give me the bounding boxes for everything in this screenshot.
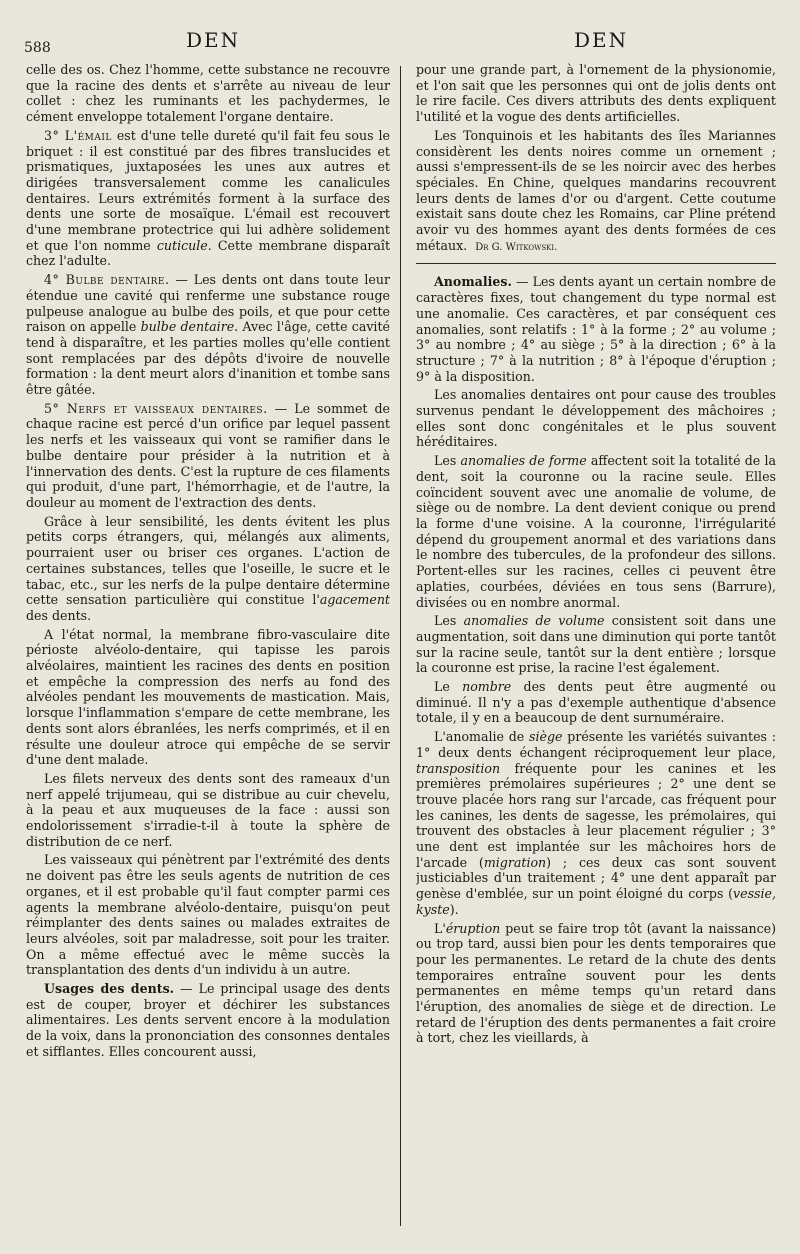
text: Le [434,679,463,695]
text: Les anomalies dentaires ont pour cause des troubles survenus pendant le développement des mâchoires ; elles sont donc congénitales et le plus souvent héréditaires. [416,387,776,450]
text: affectent soit la totalité de la dent, soit la couronne ou la racine seule. Elles coïncident souvent avec une anomalie de volume, de siège ou de nombre. La dent devient conique ou prend la forme d'une voisine. A la couronne, l'irrégularité dépend du groupement anormal et des variations dans le nombre des tubercules, de la profondeur des sillons. Portent-elles sur les racines, celles ci peuvent être aplaties, courbées, déviées en tous sens (Barrure), divisées ou en nombre anormal. [416,453,776,610]
text: peut se faire trop tôt (avant la naissance) ou trop tard, aussi bien pour les dents temporaires que pour les permanentes. Le retard de la chute des dents temporaires entraîne souvent pour les dents permanentes en même temps qu'un retard dans l'éruption, des anomalies de siège et de direction. Le retard de l'éruption des dents permanentes a fait croire à tort, chez les vieillards, à [416,920,776,1046]
paragraph-nerfs [26,401,390,511]
paragraph [26,62,390,125]
text: — Le sommet de chaque racine est percé d'un orifice par lequel passent les nerfs et les vaisseaux qui vont se ramifier dans le bulbe dentaire pour présider à la nutrition et à l'innervation des dents. C'est la rupture de ces filaments qui produit, d'une part, l'hémorrhagie, et de l'autre, la douleur au moment de l'extraction des dents. [26,400,390,510]
text: L' [434,920,446,936]
text: Grâce à leur sensibilité, les dents évitent les plus petits corps étrangers, qui, mélangés aux aliments, pourraient user ou briser ces organes. L'action de certaines substances, telles que l'oseille, le sucre et le tabac, etc., sur les nerfs de la pulpe dentaire détermine cette sensation particulière qui constitue l' [26,513,390,608]
section-head: 3° L'émail [44,127,112,143]
text: Cette membrane disparaît chez l'adulte. [26,237,390,269]
text: ) ; ces deux cas sont souvent justiciables d'un traitement ; 4° une dent apparaît par genèse d'emblée, sur un point éloigné du corps ( [416,854,776,902]
text: des dents peut être augmenté ou diminué. Il n'y a pas d'exemple authentique d'absence totale, il y en a beaucoup de dent surnuméraire. [416,679,776,726]
paragraph [26,771,390,850]
text: L'anomalie de [434,729,530,745]
paragraph [26,627,390,768]
text: Les [434,613,464,629]
paragraph [416,387,776,450]
paragraph [416,921,776,1047]
italic-term: éruption [445,920,501,936]
section-head: Usages des dents. [44,981,175,997]
running-head-left: DEN [186,28,241,52]
page-number: 588 [24,40,51,56]
left-column [26,62,390,1242]
text: Les [434,453,461,469]
italic-term: bulbe dentaire. [140,319,239,335]
text: pour une grande part, à l'ornement de la physionomie, et l'on sait que les personnes qui ont de jolis dents ont le rire facile. Ces divers attributs des dents expliquent l'utilité et la vogue des dents artificielles. [416,62,776,125]
paragraph [416,613,776,676]
text: consistent soit dans une augmentation, soit dans une diminution qui porte tantôt sur la racine seule, tantôt sur la dent entière ; lorsque la couronne est prise, la racine l'est également. [416,613,776,676]
text: — Le principal usage des dents est de couper, broyer et déchirer les substances alimentaires. Les dents servent encore à la modulation de la voix, dans la prononciation des consonnes dentales et sifflantes. Elles concourent aussi, [26,981,390,1059]
paragraph [416,453,776,610]
section-head: Anomalies. [434,274,512,290]
paragraph [416,62,776,125]
text: ). [449,901,459,917]
column-divider [400,66,401,1226]
text: — Les dents ayant un certain nombre de caractères fixes, tout changement du type normal est une anomalie. Ces caractères, et par conséquent ces anomalies, sont relatifs : 1° à la forme ; 2° au volume ; 3° au nombre ; 4° au siège ; 5° à la direction ; 6° à la structure ; 7° à la nutrition ; 8° à l'époque d'éruption ; 9° à la disposition. [416,274,776,384]
paragraph-usages [26,981,390,1060]
text: est d'une telle dureté qu'il fait feu sous le briquet : il est constitué par des fibres translucides et prismatiques, juxtaposées les unes aux autres et dirigées transversalement comme les canalicules dentaires. Leurs extrémités forment à la surface des dents une sorte de mosaïque. L'émail est recouvert d'une membrane protectrice qui lui adhère solidement et que l'on nomme [26,127,390,253]
text: des dents. [26,607,92,623]
italic-term: migration [483,854,547,870]
italic-term: nombre [462,679,512,695]
paragraph-email [26,128,390,269]
section-head: 4° Bulbe dentaire. [44,272,170,288]
italic-term: anomalies de volume [463,613,605,629]
text: celle des os. Chez l'homme, cette substance ne recouvre que la racine des dents et s'arrête au niveau de leur collet : chez les ruminants et les pachydermes, le cément enveloppe totalement l'organe dentaire. [26,62,390,125]
italic-term: agacement [319,592,390,608]
paragraph [26,514,390,624]
italic-term: cuticule. [156,237,212,253]
paragraph [416,679,776,726]
author-signature: Dr G. Witkowski. [475,241,558,253]
paragraph [416,128,776,256]
paragraph-anomalies [416,274,776,384]
text: Les Tonquinois et les habitants des îles Mariannes considèrent les dents noires comme un ornement ; aussi s'empressent-ils de se les noircir avec des herbes spéciales. En Chine, quelques mandarins recouvrent leurs dents de lames d'or ou d'argent. Cette coutume existait sans doute chez les Romains, car Pline prétend avoir vu des hommes ayant des dents formées de ces métaux. [416,127,776,253]
text: Avec l'âge, cette cavité tend à disparaître, et les parties molles qu'elle contient sont remplacées par des dépôts d'ivoire de nouvelle formation : la dent meurt alors d'inanition et tombe sans être gâtée. [26,319,390,398]
page-header [0,22,800,62]
text: Les filets nerveux des dents sont des rameaux d'un nerf appelé trijumeau, qui se distribue au cuir chevelu, à la peau et aux muqueuses de la face : aussi son endolorissement s'irradie-t-il à toute la sphère de distribution de ce nerf. [26,770,390,849]
text: A l'état normal, la membrane fibro-vasculaire dite périoste alvéolo-dentaire, qui tapisse les parois alvéolaires, maintient les racines des dents en position et empêche la compression des nerfs au fond des alvéoles pendant les mouvements de mastication. Mais, lorsque l'inflammation s'empare de cette membrane, les dents sont alors ébranlées, les nerfs comprimés, et il en résulte une douleur atroce qui empêche de se servir d'une dent malade. [26,626,390,768]
italic-term: siège [529,729,563,745]
paragraph-bulbe [26,272,390,398]
text: — Les dents ont dans toute leur étendue une cavité qui renferme une substance rouge pulpeuse analogue au bulbe des poils, et que pour cette raison on appelle [26,272,390,335]
paragraph [26,852,390,978]
italic-term: transposition [416,760,501,776]
text: présente les variétés suivantes : 1° deux dents échangent réciproquement leur place, [416,729,776,760]
right-column [416,62,776,1242]
section-head: 5° Nerfs et vaisseaux dentaires. [44,400,268,416]
paragraph [416,729,776,917]
text: Les vaisseaux qui pénètrent par l'extrémité des dents ne doivent pas être les seuls agents de nutrition de ces organes, et il est probable qu'il faut compter parmi ces agents la membrane alvéolo-dentaire, puisqu'on peut réimplanter des dents saines ou malades extraites de leurs alvéoles, soit par maladresse, soit pour les traiter. On a même effectué avec le même succès la transplantation des dents d'un individu à un autre. [26,852,390,978]
text: fréquente pour les canines et les premières prémolaires supérieures ; 2° une dent se trouve placée hors rang sur l'arcade, cas fréquent pour les canines, les dents de sagesse, les prémolaires, qui trouvent des obstacles à leur placement régulier ; 3° une dent est implantée sur les mâchoires hors de l'arcade ( [416,760,776,870]
italic-term: vessie, kyste [416,886,776,917]
italic-term: anomalies de forme [460,453,587,469]
section-separator [416,263,776,264]
running-head-right: DEN [574,28,629,52]
